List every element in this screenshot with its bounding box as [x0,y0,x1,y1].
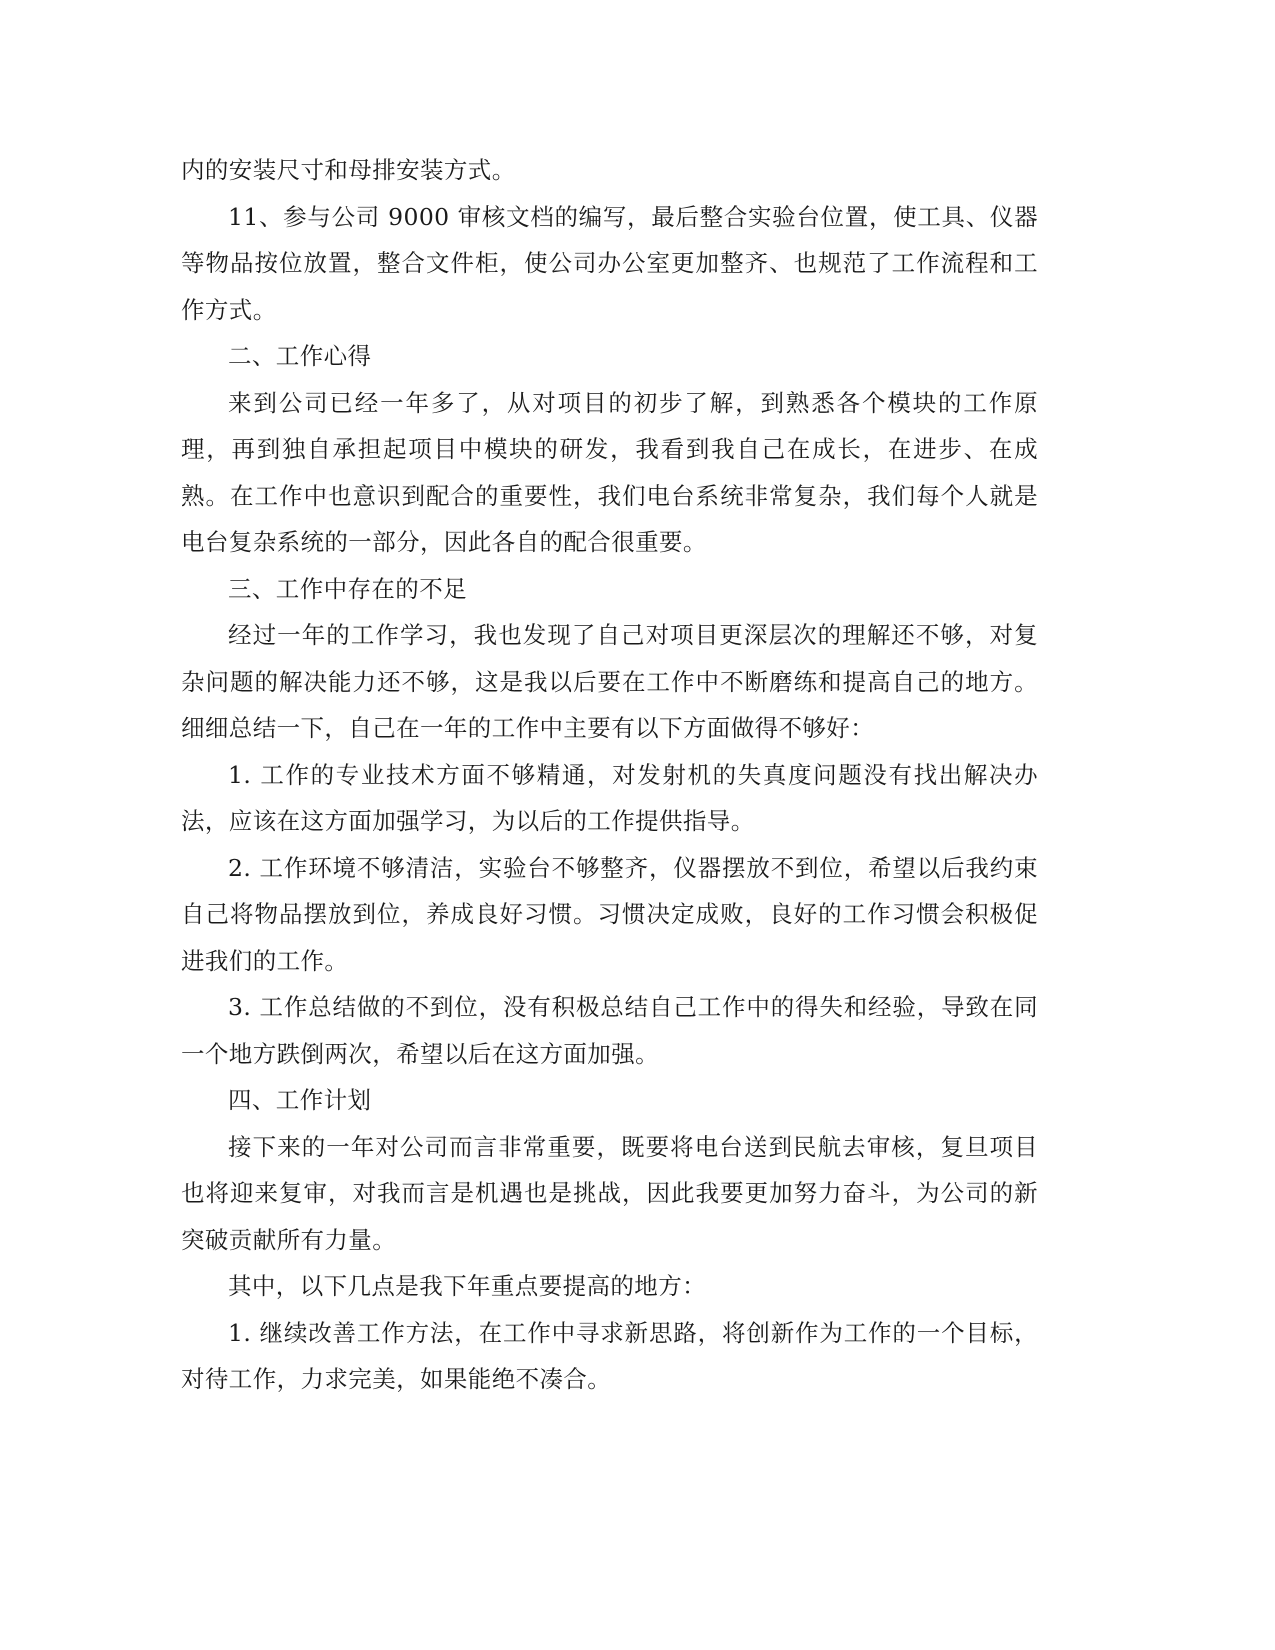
paragraph-work-plan: 接下来的一年对公司而言非常重要，既要将电台送到民航去审核，复旦项目也将迎来复审，对我而言是机遇也是挑战，因此我要更加努力奋斗，为公司的新突破贡献所有力量。 [181,1132,1038,1254]
paragraph-work-experience: 来到公司已经一年多了，从对项目的初步了解，到熟悉各个模块的工作原理，再到独自承担起项目中模块的研发，我看到我自己在成长，在进步、在成熟。在工作中也意识到配合的重要性，我们电台系统非常复杂，我们每个人就是电台复杂系统的一部分，因此各自的配合很重要。 [181,388,1038,556]
section-heading-shortcomings: 三、工作中存在的不足 [228,574,467,603]
list-item-shortcoming-1: 1. 工作的专业技术方面不够精通，对发射机的失真度问题没有找出解决办法，应该在这方面加强学习，为以后的工作提供指导。 [181,760,1038,835]
section-heading-work-experience: 二、工作心得 [228,342,372,370]
document-body [181,147,1038,1403]
paragraph-continuation: 内的安装尺寸和母排安装方式。 [181,156,516,184]
paragraph-item-11: 11、参与公司 9000 审核文档的编写，最后整合实验台位置，使工具、仪器等物品按位放置，整合文件柜，使公司办公室更加整齐、也规范了工作流程和工作方式。 [181,202,1038,324]
paragraph-shortcomings-intro: 经过一年的工作学习，我也发现了自己对项目更深层次的理解还不够，对复杂问题的解决能力还不够，这是我以后要在工作中不断磨练和提高自己的地方。细细总结一下，自己在一年的工作中主要有以下方面做得不够好： [181,621,1038,742]
list-item-shortcoming-2: 2. 工作环境不够清洁，实验台不够整齐，仪器摆放不到位，希望以后我约束自己将物品摆放到位，养成良好习惯。习惯决定成败，良好的工作习惯会积极促进我们的工作。 [181,853,1038,975]
section-heading-work-plan: 四、工作计划 [228,1086,372,1114]
list-item-plan-1: 1. 继续改善工作方法，在工作中寻求新思路，将创新作为工作的一个目标，对待工作，力求完美，如果能绝不凑合。 [181,1318,1038,1393]
paragraph-plan-intro: 其中，以下几点是我下年重点要提高的地方： [228,1272,706,1300]
list-item-shortcoming-3: 3. 工作总结做的不到位，没有积极总结自己工作中的得失和经验，导致在同一个地方跌倒两次，希望以后在这方面加强。 [181,993,1038,1068]
